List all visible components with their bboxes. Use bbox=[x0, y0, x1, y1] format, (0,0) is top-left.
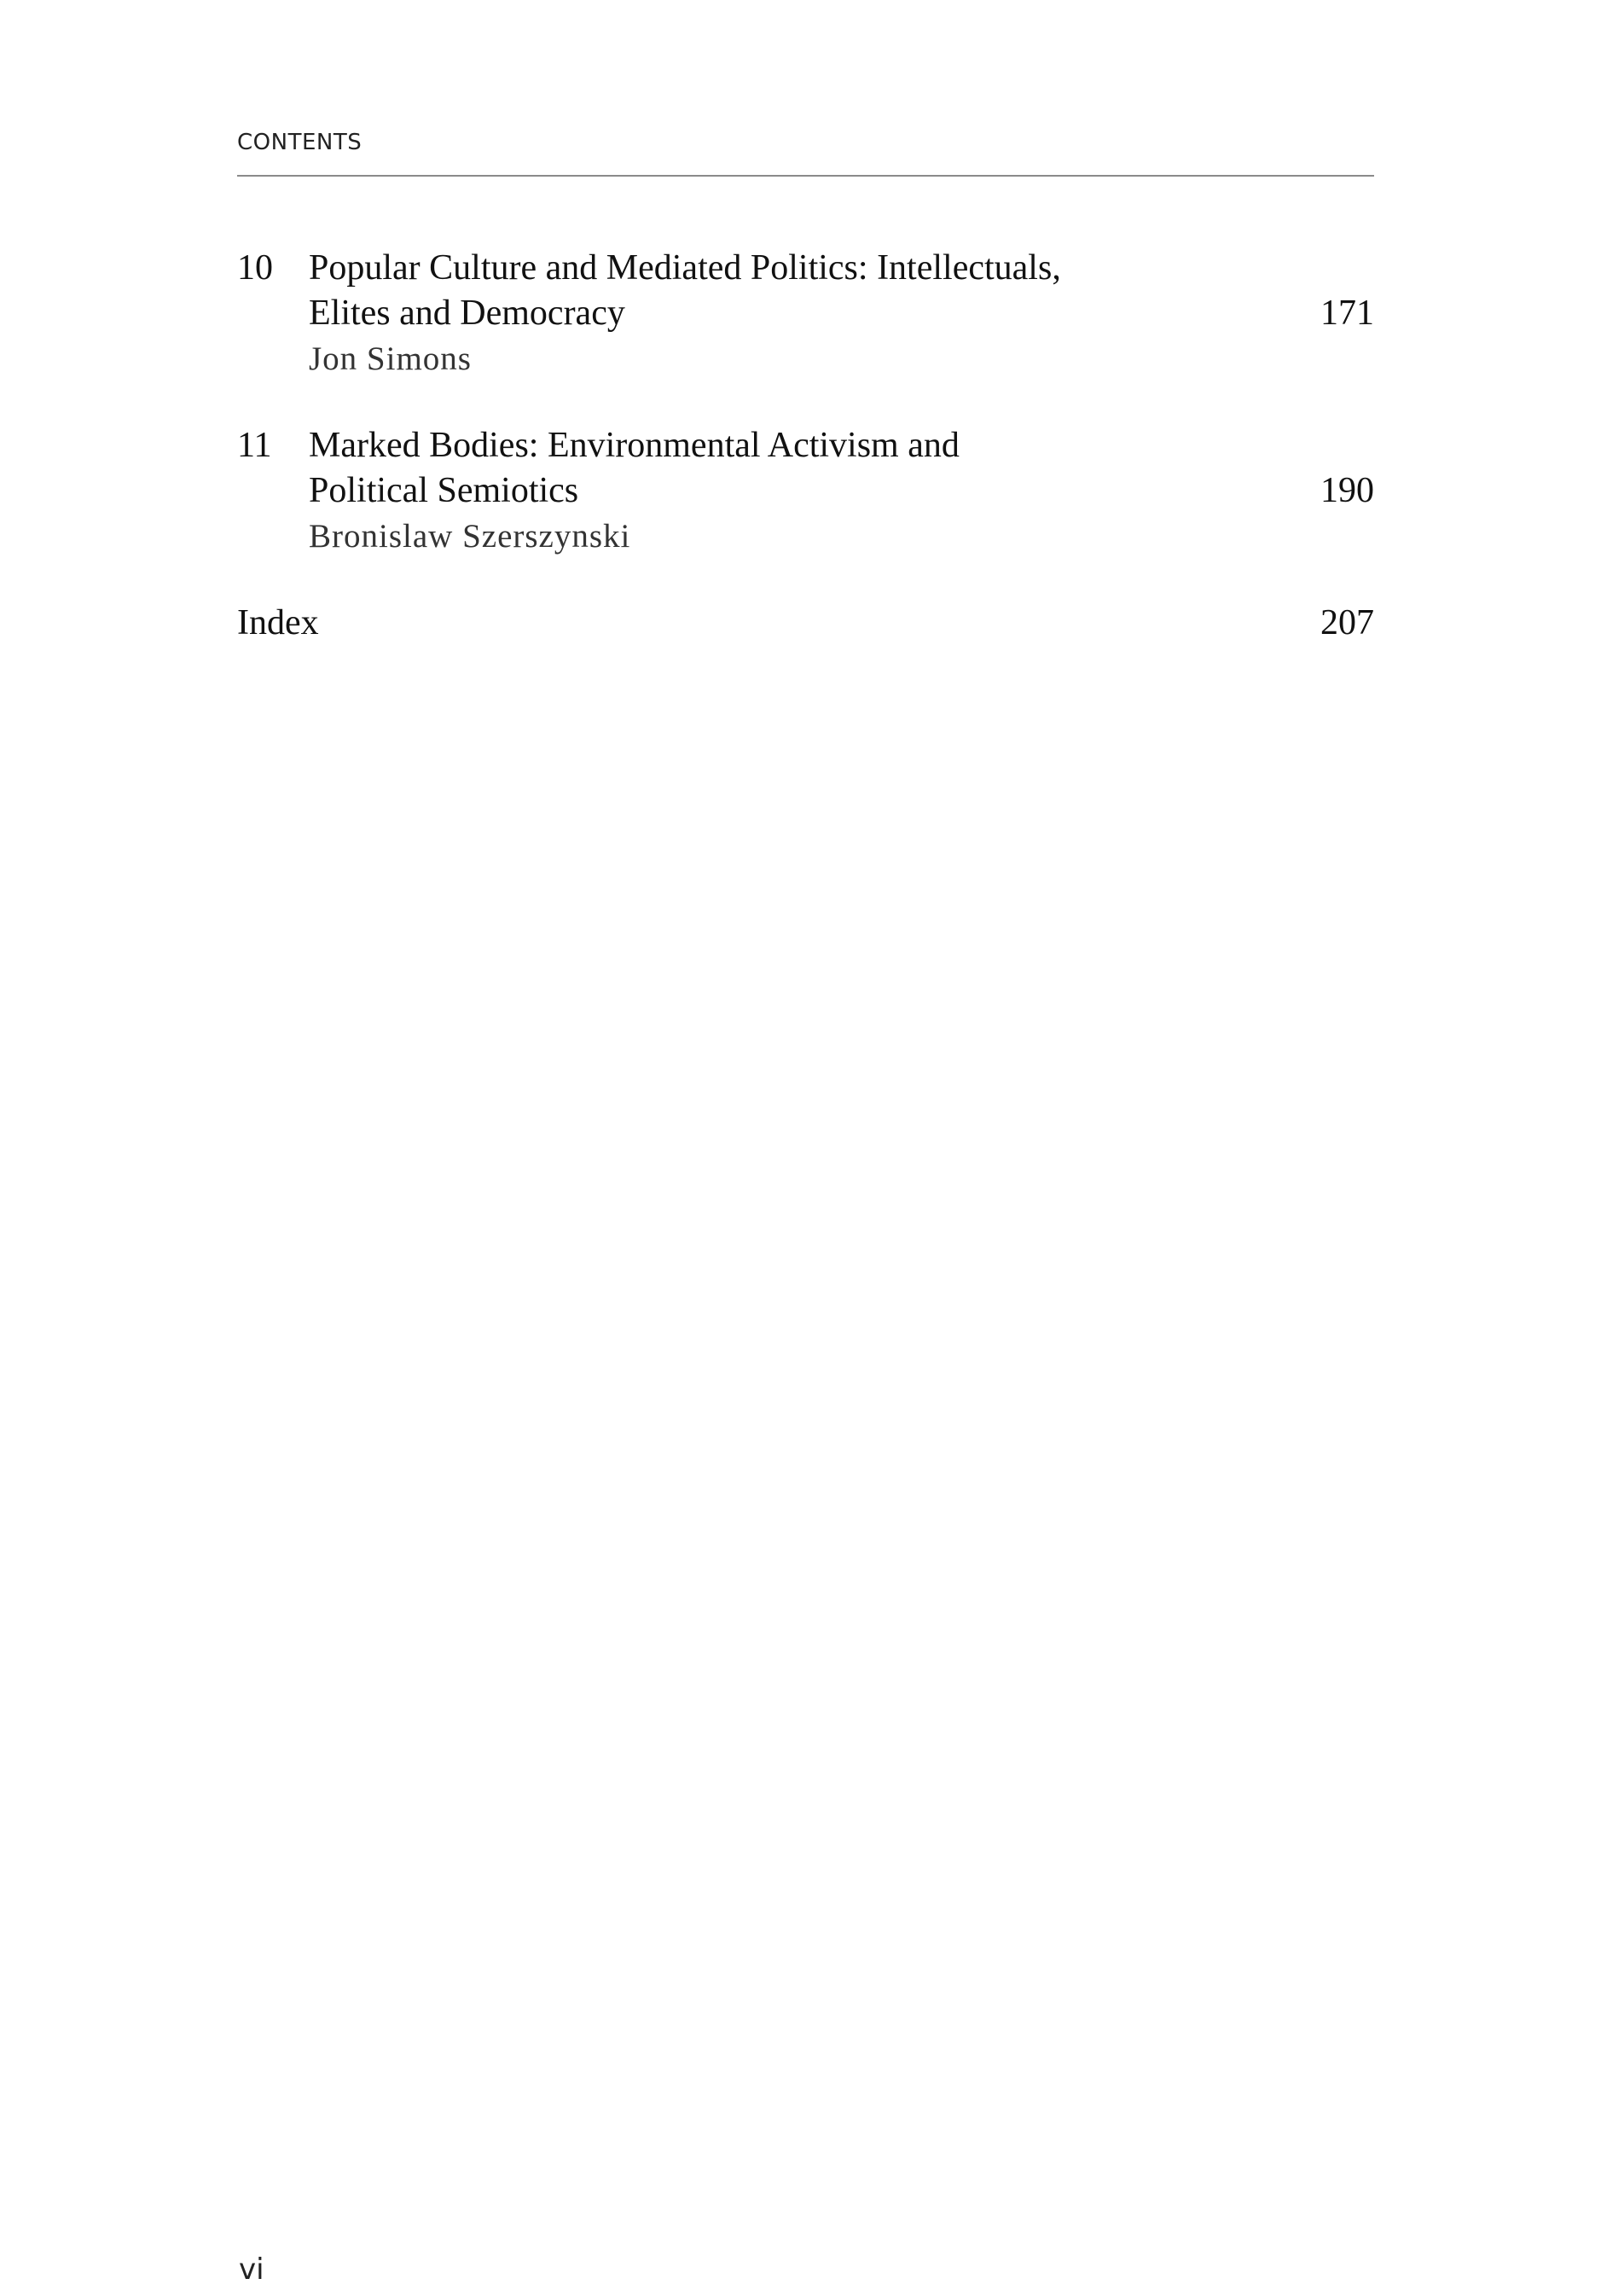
chapter-body bbox=[309, 246, 1281, 381]
page-number: 190 bbox=[1320, 471, 1374, 510]
chapter-author: Jon Simons bbox=[309, 340, 472, 377]
chapter-author: Bronislaw Szerszynski bbox=[309, 518, 631, 555]
page-number: 171 bbox=[1320, 294, 1374, 333]
toc-entry-index[interactable] bbox=[237, 601, 1374, 646]
running-head: CONTENTS bbox=[237, 130, 363, 155]
page-number: 207 bbox=[1320, 603, 1374, 642]
index-label: Index bbox=[237, 603, 319, 642]
page-folio: vi bbox=[239, 2252, 264, 2287]
chapter-body bbox=[309, 423, 1281, 559]
chapter-title-line: Political Semiotics bbox=[309, 471, 579, 510]
header-rule bbox=[237, 175, 1374, 177]
chapter-title-line: Elites and Democracy bbox=[309, 294, 625, 333]
chapter-title-line: Popular Culture and Mediated Politics: Intellectuals, bbox=[309, 248, 1061, 288]
chapter-number: 11 bbox=[237, 426, 272, 465]
chapter-number: 10 bbox=[237, 248, 273, 288]
chapter-title-line: Marked Bodies: Environmental Activism and bbox=[309, 426, 960, 465]
